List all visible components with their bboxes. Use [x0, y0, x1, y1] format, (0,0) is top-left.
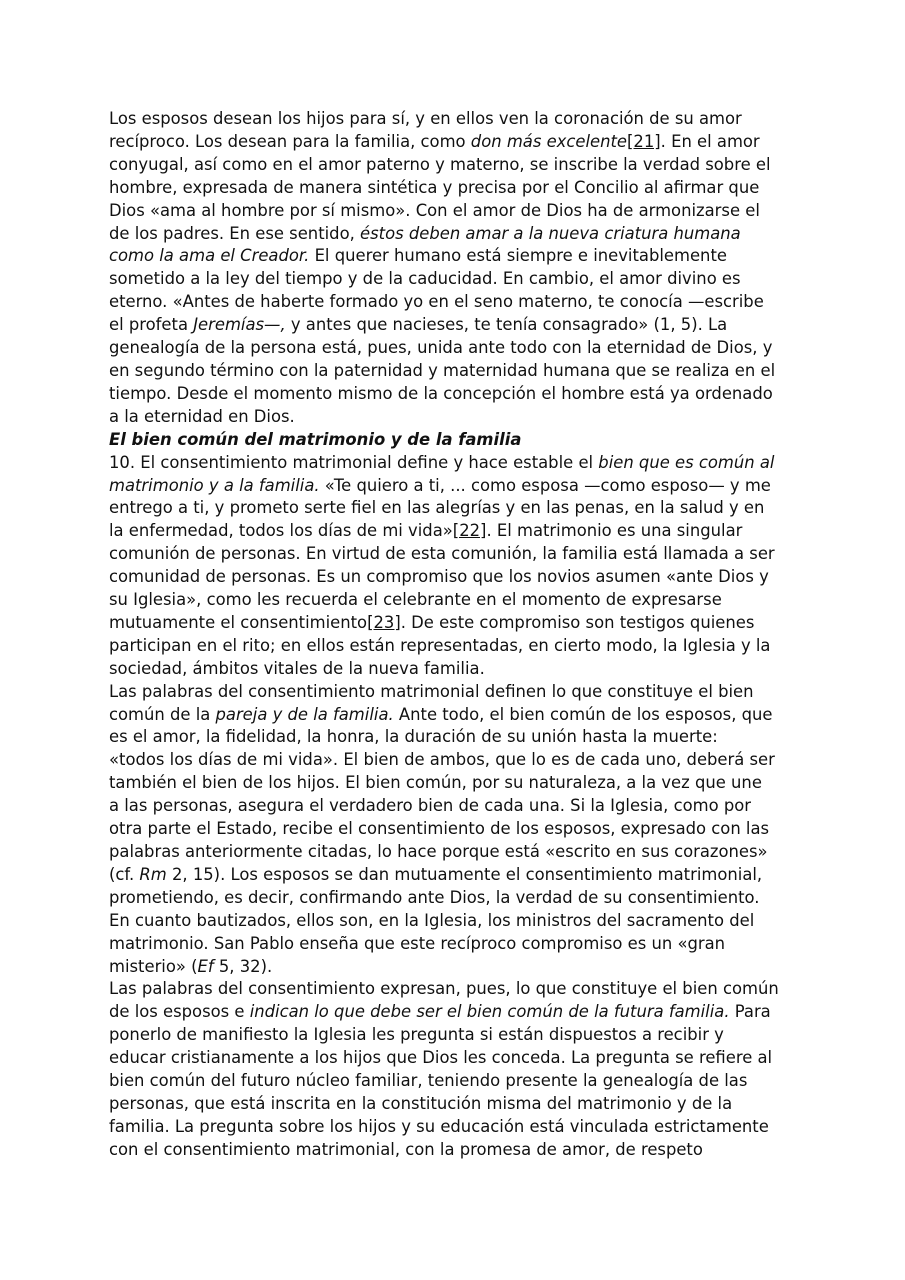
section-heading: El bien común del matrimonio y de la familia: [109, 429, 522, 449]
text-line: participan en el rito; en ellos están representadas, en cierto modo, la Iglesia y la: [109, 635, 771, 655]
text-line: bien común del futuro núcleo familiar, teniendo presente la genealogía de las: [109, 1071, 748, 1091]
text-line: de los esposos e indican lo que debe ser el bien común de la futura familia. Para: [109, 1002, 771, 1022]
text-line: hombre, expresada de manera sintética y precisa por el Concilio al afirmar que: [109, 177, 760, 197]
italic-text: pareja y de la familia.: [215, 704, 394, 724]
footnote-reference-link[interactable]: [22]: [452, 521, 487, 541]
text-line: en segundo término con la paternidad y maternidad humana que se realiza en el: [109, 360, 776, 380]
text-line: «todos los días de mi vida». El bien de ambos, que lo es de cada uno, deberá ser: [109, 750, 775, 770]
text-line: recíproco. Los desean para la familia, como don más excelente[21]. En el amor: [109, 131, 760, 151]
text-line: 10. El consentimiento matrimonial define y hace estable el bien que es común al: [109, 452, 775, 472]
italic-text: Ef: [197, 956, 214, 976]
text-line: sociedad, ámbitos vitales de la nueva familia.: [109, 658, 485, 678]
text-line: comunidad de personas. Es un compromiso que los novios asumen «ante Dios y: [109, 567, 769, 587]
text-line: Los esposos desean los hijos para sí, y en ellos ven la coronación de su amor: [109, 109, 742, 128]
footnote-reference-link[interactable]: [23]: [367, 612, 401, 632]
text-line: Dios «ama al hombre por sí mismo». Con el amor de Dios ha de armonizarse el: [109, 200, 760, 220]
italic-text: Jeremías—,: [193, 315, 286, 335]
text-line: (cf. Rm 2, 15). Los esposos se dan mutuamente el consentimiento matrimonial,: [109, 864, 763, 884]
text-line: común de la pareja y de la familia. Ante todo, el bien común de los esposos, que: [109, 704, 773, 724]
text-line: es el amor, la fidelidad, la honra, la duración de su unión hasta la muerte:: [109, 727, 718, 747]
paragraph-common-good: [109, 681, 809, 979]
text-line: matrimonio y a la familia. «Te quiero a ti, ... como esposa —como esposo— y me: [109, 475, 771, 495]
italic-text: bien que es común al: [598, 452, 775, 472]
text-line: personas, que está inscrita en la constitución misma del matrimonio y de la: [109, 1093, 733, 1113]
text-line: Las palabras del consentimiento expresan, pues, lo que constituye el bien común: [109, 979, 779, 999]
text-line: genealogía de la persona está, pues, unida ante todo con la eternidad de Dios, y: [109, 338, 773, 358]
italic-text: indican lo que debe ser el bien común de la futura familia.: [249, 1002, 730, 1022]
italic-text: matrimonio y a la familia.: [109, 475, 320, 495]
paragraph-future-family: [109, 978, 809, 1161]
text-line: comunión de personas. En virtud de esta comunión, la familia está llamada a ser: [109, 544, 775, 564]
text-line: a la eternidad en Dios.: [109, 406, 295, 426]
text-line: tiempo. Desde el momento mismo de la concepción el hombre está ya ordenado: [109, 383, 773, 403]
text-line: prometiendo, es decir, confirmando ante Dios, la verdad de su consentimiento.: [109, 887, 760, 907]
text-line: palabras anteriormente citadas, lo hace porque está «escrito en sus corazones»: [109, 842, 768, 861]
paragraph-matrimonial-consent: [109, 452, 809, 681]
text-line: el profeta Jeremías—, y antes que nacieses, te tenía consagrado» (1, 5). La: [109, 315, 728, 335]
text-line: de los padres. En ese sentido, éstos deben amar a la nueva criatura humana: [109, 223, 741, 243]
document-page: [109, 108, 809, 1162]
text-line: misterio» (Ef 5, 32).: [109, 956, 273, 976]
text-line: educar cristianamente a los hijos que Dios les conceda. La pregunta se refiere al: [109, 1048, 773, 1068]
text-line: ponerlo de manifiesto la Iglesia les pregunta si están dispuestos a recibir y: [109, 1025, 724, 1045]
text-line: entrego a ti, y prometo serte fiel en las alegrías y en las penas, en la salud y en: [109, 498, 765, 518]
text-line: eterno. «Antes de haberte formado yo en el seno materno, te conocía —escribe: [109, 292, 764, 312]
text-line: mutuamente el consentimiento[23]. De este compromiso son testigos quienes: [109, 612, 755, 632]
text-line: a las personas, asegura el verdadero bien de cada una. Si la Iglesia, como por: [109, 796, 751, 816]
footnote-reference-link[interactable]: [21]: [627, 131, 661, 151]
italic-text: Rm: [139, 864, 167, 884]
paragraph-children-love: [109, 108, 809, 429]
text-line: su Iglesia», como les recuerda el celebrante en el momento de expresarse: [109, 590, 722, 610]
text-line: En cuanto bautizados, ellos son, en la Iglesia, los ministros del sacramento del: [109, 910, 755, 930]
text-line: sometido a la ley del tiempo y de la caducidad. En cambio, el amor divino es: [109, 269, 741, 289]
text-line: con el consentimiento matrimonial, con la promesa de amor, de respeto: [109, 1139, 703, 1159]
italic-text: éstos deben amar a la nueva criatura humana: [360, 223, 741, 243]
text-line: matrimonio. San Pablo enseña que este recíproco compromiso es un «gran: [109, 933, 726, 953]
text-line: otra parte el Estado, recibe el consentimiento de los esposos, expresado con las: [109, 819, 770, 839]
italic-text: don más excelente: [470, 131, 628, 151]
text-line: también el bien de los hijos. El bien común, por su naturaleza, a la vez que une: [109, 773, 762, 793]
text-line: familia. La pregunta sobre los hijos y su educación está vinculada estrictamente: [109, 1116, 769, 1136]
text-line: Las palabras del consentimiento matrimonial definen lo que constituye el bien: [109, 681, 754, 701]
text-line: la enfermedad, todos los días de mi vida»[22]. El matrimonio es una singular: [109, 521, 743, 541]
text-line: conyugal, así como en el amor paterno y materno, se inscribe la verdad sobre el: [109, 154, 771, 174]
italic-text: como la ama el Creador.: [109, 246, 310, 266]
text-line: como la ama el Creador. El querer humano está siempre e inevitablemente: [109, 246, 727, 266]
